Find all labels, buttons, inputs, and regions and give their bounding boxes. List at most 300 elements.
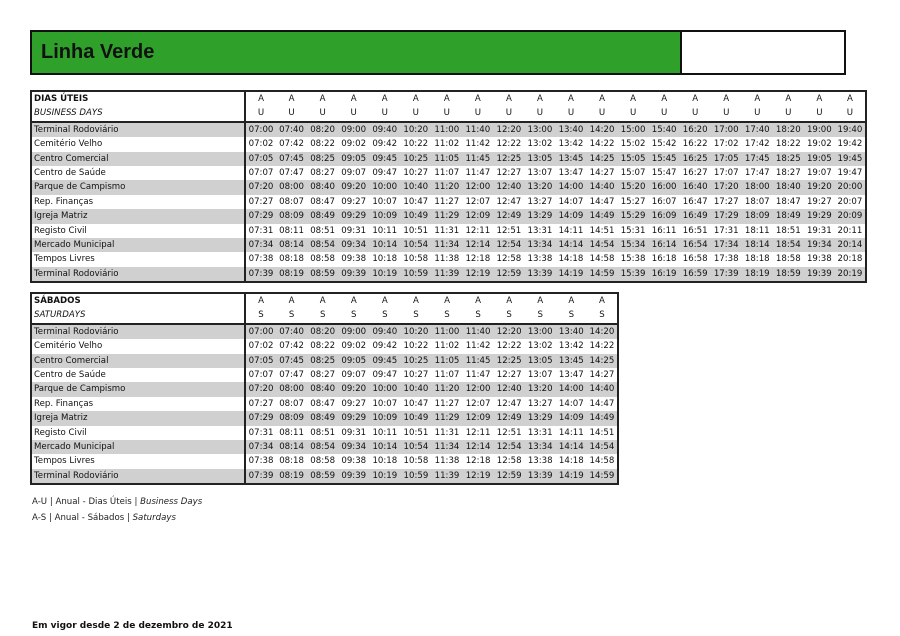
legend-desc: Anual - Dias Úteis [55,497,132,507]
departure-time: 07:05 [245,354,276,368]
departure-time: 09:42 [369,137,400,151]
departure-time: 10:18 [369,252,400,266]
departure-time: 13:07 [524,166,555,180]
departure-time: 09:27 [338,195,369,209]
table-row [31,324,618,339]
departure-time: 10:58 [400,454,431,468]
departure-time: 10:07 [369,195,400,209]
departure-time: 09:00 [338,122,369,137]
trip-type: A [474,94,481,104]
table-row [31,454,618,468]
departure-time: 10:27 [400,368,431,382]
departure-time: 14:54 [587,238,618,252]
departure-time: 12:09 [462,209,493,223]
departure-time: 11:27 [431,195,462,209]
trip-type: A [475,296,482,306]
departure-time: 19:34 [804,238,835,252]
departure-time: 13:27 [525,397,556,411]
departure-time: 08:18 [276,252,307,266]
departure-time: 10:19 [369,469,400,484]
departure-time: 11:05 [431,354,462,368]
departure-time: 18:00 [742,180,773,194]
departure-time: 13:00 [524,122,555,137]
departure-time: 16:25 [680,152,711,166]
departure-time: 16:22 [680,137,711,151]
departure-time: 16:27 [680,166,711,180]
departure-time: 08:14 [276,238,307,252]
departure-time: 19:00 [804,122,835,137]
trip-type: A [568,296,575,306]
departure-time: 07:00 [245,122,276,137]
departure-time: 10:51 [400,426,431,440]
departure-time: 11:47 [462,166,493,180]
departure-time: 10:49 [400,411,431,425]
departure-time: 07:05 [245,152,276,166]
departure-time: 18:59 [773,267,804,282]
departure-time: 07:31 [245,224,276,238]
departure-time: 14:54 [587,440,618,454]
departure-time: 08:54 [307,238,338,252]
departure-time: 12:54 [494,440,525,454]
departure-time: 08:25 [307,354,338,368]
departure-time: 10:58 [400,252,431,266]
trip-code: S [463,308,494,323]
table-row [31,382,618,396]
departure-time: 13:27 [524,195,555,209]
departure-time: 17:45 [742,152,773,166]
departure-time: 17:38 [711,252,742,266]
departure-time: 07:02 [245,339,276,353]
departure-time: 14:59 [587,469,618,484]
departure-time: 11:38 [431,252,462,266]
stop-name: Centro de Saúde [31,368,245,382]
departure-time: 13:40 [555,122,586,137]
departure-time: 17:39 [711,267,742,282]
departure-time: 16:07 [649,195,680,209]
departure-time: 17:07 [711,166,742,180]
departure-time: 10:51 [400,224,431,238]
departure-time: 12:22 [494,339,525,353]
section-sublabel: SATURDAYS [31,308,245,323]
departure-time: 20:18 [835,252,866,266]
trip-code: U [307,106,338,121]
departure-time: 08:49 [307,209,338,223]
departure-time: 07:27 [245,195,276,209]
departure-time: 13:00 [525,324,556,339]
section-label: SÁBADOS [31,293,245,308]
departure-time: 10:00 [369,382,400,396]
departure-time: 07:31 [245,426,276,440]
departure-time: 13:38 [524,252,555,266]
departure-time: 10:25 [400,354,431,368]
departure-time: 18:18 [742,252,773,266]
departure-time: 10:25 [400,152,431,166]
departure-time: 16:14 [649,238,680,252]
departure-time: 08:58 [307,454,338,468]
stop-name: Parque de Campismo [31,180,245,194]
departure-time: 15:02 [618,137,649,151]
departure-time: 07:00 [245,324,276,339]
departure-time: 10:18 [369,454,400,468]
departure-time: 07:29 [245,209,276,223]
trip-code: S [338,308,369,323]
departure-time: 19:45 [835,152,866,166]
departure-time: 16:54 [680,238,711,252]
trip-code: U [555,106,586,121]
trip-type: A [319,94,326,104]
departure-time: 09:20 [338,382,369,396]
departure-time: 10:54 [400,238,431,252]
departure-time: 13:05 [524,152,555,166]
trip-type: A [412,296,419,306]
stop-name: Centro Comercial [31,354,245,368]
header-blank-box [682,32,844,73]
departure-time: 07:07 [245,166,276,180]
trip-code: U [338,106,369,121]
weekdays-timetable [30,90,867,283]
departure-time: 13:39 [524,267,555,282]
trip-code: S [494,308,525,323]
departure-time: 19:02 [804,137,835,151]
departure-time: 09:07 [338,368,369,382]
trip-code: S [276,308,307,323]
departure-time: 10:22 [400,339,431,353]
trip-code: U [742,106,773,121]
departure-time: 20:11 [835,224,866,238]
table-row [31,238,866,252]
departure-time: 13:42 [555,137,586,151]
departure-time: 11:34 [431,440,462,454]
departure-time: 12:18 [463,454,494,468]
table-row [31,411,618,425]
departure-time: 14:58 [587,252,618,266]
departure-time: 09:47 [369,166,400,180]
departure-time: 08:22 [307,339,338,353]
departure-time: 07:38 [245,252,276,266]
departure-time: 15:27 [618,195,649,209]
stop-name: Igreja Matriz [31,209,245,223]
stop-name: Registo Civil [31,224,245,238]
departure-time: 08:07 [276,397,307,411]
departure-time: 10:20 [400,324,431,339]
departure-time: 08:51 [307,224,338,238]
trip-type: A [288,94,295,104]
trip-code: U [804,106,835,121]
departure-time: 11:38 [431,454,462,468]
departure-time: 17:34 [711,238,742,252]
departure-time: 13:20 [524,180,555,194]
trip-type: A [537,94,543,104]
trip-type: A [258,94,264,104]
stop-name: Registo Civil [31,426,245,440]
saturdays-timetable [30,292,619,485]
trip-type: A [692,94,699,104]
departure-time: 19:39 [804,267,835,282]
departure-time: 19:31 [804,224,835,238]
departure-time: 14:51 [587,426,618,440]
departure-time: 17:31 [711,224,742,238]
departure-time: 13:38 [525,454,556,468]
departure-time: 13:31 [524,224,555,238]
departure-time: 07:45 [276,354,307,368]
departure-time: 08:11 [276,224,307,238]
departure-time: 11:42 [463,339,494,353]
departure-time: 14:00 [555,180,586,194]
trip-type: A [319,296,326,306]
departure-time: 11:40 [462,122,493,137]
departure-time: 08:18 [276,454,307,468]
subheader-row [31,308,618,323]
departure-time: 20:00 [835,180,866,194]
departure-time: 15:07 [618,166,649,180]
departure-time: 07:20 [245,180,276,194]
departure-time: 15:47 [649,166,680,180]
departure-time: 11:29 [431,411,462,425]
departure-time: 07:39 [245,469,276,484]
departure-time: 07:07 [245,368,276,382]
departure-time: 12:11 [462,224,493,238]
departure-time: 18:25 [773,152,804,166]
subheader-row [31,106,866,121]
stop-name: Igreja Matriz [31,411,245,425]
trip-code: U [493,106,524,121]
departure-time: 10:22 [400,137,431,151]
departure-time: 16:58 [680,252,711,266]
departure-time: 09:02 [338,137,369,151]
departure-time: 07:27 [245,397,276,411]
departure-time: 08:22 [307,137,338,151]
departure-time: 10:59 [400,469,431,484]
table-row [31,122,866,137]
departure-time: 08:20 [307,324,338,339]
departure-time: 10:59 [400,267,431,282]
table-row [31,267,866,282]
departure-time: 13:34 [524,238,555,252]
departure-time: 14:20 [587,324,618,339]
departure-time: 17:42 [742,137,773,151]
departure-time: 08:11 [276,426,307,440]
legend-item-weekdays: A-U | Anual - Dias Úteis | Business Days [32,497,203,507]
trip-type: A [785,94,792,104]
departure-time: 14:40 [587,382,618,396]
departure-time: 13:02 [525,339,556,353]
departure-time: 08:59 [307,267,338,282]
stop-name: Terminal Rodoviário [31,267,245,282]
departure-time: 19:20 [804,180,835,194]
departure-time: 10:11 [369,426,400,440]
stop-name: Tempos Livres [31,454,245,468]
trip-type: A [258,296,264,306]
trip-code: U [369,106,400,121]
departure-time: 13:39 [525,469,556,484]
departure-time: 12:59 [493,267,524,282]
departure-time: 17:02 [711,137,742,151]
table-row [31,339,618,353]
departure-time: 11:20 [431,180,462,194]
departure-time: 07:47 [276,166,307,180]
departure-time: 07:29 [245,411,276,425]
table-row [31,166,866,180]
trip-type: A [599,94,605,104]
departure-time: 10:07 [369,397,400,411]
departure-time: 09:39 [338,469,369,484]
departure-time: 11:45 [462,152,493,166]
stop-name: Cemitério Velho [31,137,245,151]
departure-time: 12:19 [463,469,494,484]
departure-time: 12:58 [494,454,525,468]
departure-time: 12:40 [493,180,524,194]
departure-time: 15:39 [618,267,649,282]
trip-type: A [630,94,637,104]
trip-code: U [431,106,462,121]
departure-time: 17:47 [742,166,773,180]
departure-time: 07:38 [245,454,276,468]
stop-name: Tempos Livres [31,252,245,266]
departure-time: 13:40 [556,324,587,339]
departure-time: 08:58 [307,252,338,266]
departure-time: 07:40 [276,122,307,137]
trip-type: A [506,296,513,306]
departure-time: 15:40 [649,122,680,137]
departure-time: 13:47 [555,166,586,180]
table-row [31,426,618,440]
departure-time: 11:07 [431,368,462,382]
trip-code: U [680,106,711,121]
departure-time: 18:22 [773,137,804,151]
departure-time: 08:51 [307,426,338,440]
departure-time: 12:19 [462,267,493,282]
section-label: DIAS ÚTEIS [31,91,245,106]
departure-time: 11:02 [431,339,462,353]
departure-time: 19:05 [804,152,835,166]
trip-code: S [525,308,556,323]
departure-time: 13:29 [525,411,556,425]
departure-time: 08:47 [307,195,338,209]
departure-time: 14:47 [587,397,618,411]
departure-time: 18:11 [742,224,773,238]
departure-time: 08:40 [307,180,338,194]
departure-time: 10:54 [400,440,431,454]
departure-time: 09:05 [338,354,369,368]
departure-time: 15:34 [618,238,649,252]
departure-time: 11:39 [431,267,462,282]
departure-time: 16:59 [680,267,711,282]
departure-time: 17:05 [711,152,742,166]
departure-time: 08:27 [307,166,338,180]
departure-time: 10:40 [400,382,431,396]
departure-time: 09:07 [338,166,369,180]
departure-time: 15:20 [618,180,649,194]
departure-time: 10:00 [369,180,400,194]
departure-time: 18:58 [773,252,804,266]
departure-time: 18:40 [773,180,804,194]
departure-time: 11:07 [431,166,462,180]
table-row [31,368,618,382]
departure-time: 14:18 [555,252,586,266]
departure-time: 18:07 [742,195,773,209]
departure-time: 08:27 [307,368,338,382]
departure-time: 17:29 [711,209,742,223]
departure-time: 14:27 [587,166,618,180]
stop-name: Rep. Finanças [31,397,245,411]
departure-time: 07:39 [245,267,276,282]
departure-time: 19:47 [835,166,866,180]
trip-code: S [587,308,618,323]
departure-time: 13:47 [556,368,587,382]
departure-time: 14:22 [587,137,618,151]
departure-time: 07:40 [276,324,307,339]
trip-code: U [245,106,276,121]
table-row [31,180,866,194]
departure-time: 08:14 [276,440,307,454]
departure-time: 07:20 [245,382,276,396]
departure-time: 11:20 [431,382,462,396]
effective-date-note: Em vigor desde 2 de dezembro de 2021 [32,621,233,631]
stop-name: Rep. Finanças [31,195,245,209]
departure-time: 16:18 [649,252,680,266]
departure-time: 12:07 [462,195,493,209]
stop-name: Terminal Rodoviário [31,469,245,484]
departure-time: 19:29 [804,209,835,223]
departure-time: 19:27 [804,195,835,209]
departure-time: 12:47 [493,195,524,209]
trip-code: U [618,106,649,121]
departure-time: 14:11 [555,224,586,238]
trip-code: U [711,106,742,121]
legend-desc-en: Business Days [140,497,203,507]
departure-time: 09:47 [369,368,400,382]
departure-time: 09:39 [338,267,369,282]
departure-time: 13:42 [556,339,587,353]
departure-time: 10:14 [369,238,400,252]
departure-time: 16:11 [649,224,680,238]
trip-type: A [723,94,730,104]
table-row [31,209,866,223]
departure-time: 12:18 [462,252,493,266]
departure-time: 12:07 [463,397,494,411]
departure-time: 11:42 [462,137,493,151]
departure-time: 16:19 [649,267,680,282]
departure-time: 11:39 [431,469,462,484]
departure-time: 18:51 [773,224,804,238]
departure-time: 10:09 [369,411,400,425]
departure-time: 12:11 [463,426,494,440]
departure-time: 11:05 [431,152,462,166]
departure-time: 16:47 [680,195,711,209]
departure-time: 15:29 [618,209,649,223]
departure-time: 12:49 [493,209,524,223]
departure-time: 14:49 [587,209,618,223]
departure-time: 17:27 [711,195,742,209]
route-title-bar [32,32,682,73]
legend-code: A-S [32,513,47,523]
stop-name: Centro Comercial [31,152,245,166]
legend-desc-en: Saturdays [132,513,176,523]
departure-time: 09:42 [369,339,400,353]
departure-time: 10:47 [400,195,431,209]
departure-time: 09:00 [338,324,369,339]
departure-time: 11:31 [431,224,462,238]
departure-time: 12:20 [493,122,524,137]
departure-time: 14:18 [556,454,587,468]
departure-time: 08:47 [307,397,338,411]
departure-time: 12:09 [463,411,494,425]
departure-time: 10:27 [400,166,431,180]
departure-time: 16:00 [649,180,680,194]
departure-time: 19:42 [835,137,866,151]
departure-time: 11:31 [431,426,462,440]
departure-time: 13:20 [525,382,556,396]
